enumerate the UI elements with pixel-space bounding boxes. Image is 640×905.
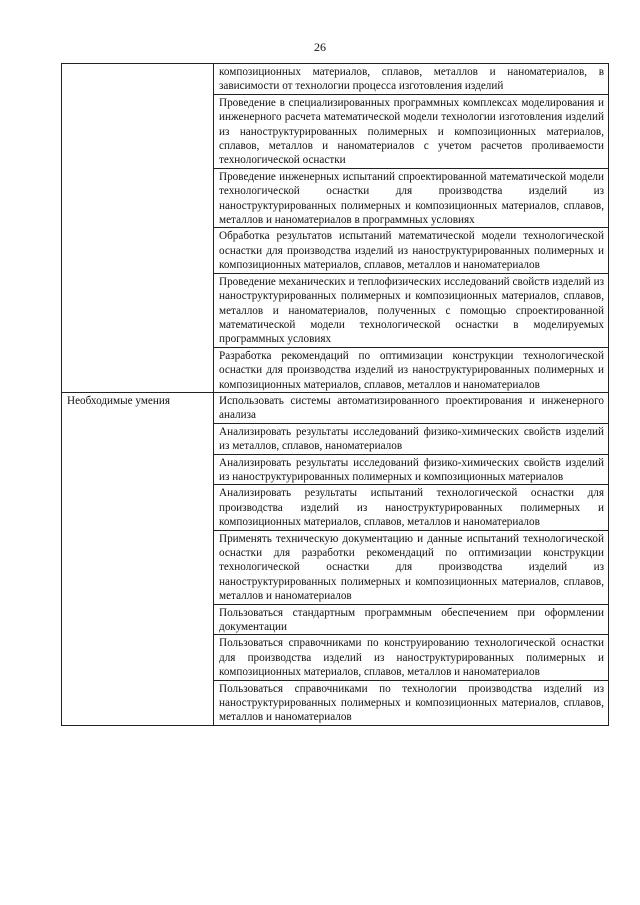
table-cell: Проведение механических и теплофизических исследований свойств изделий из наноструктурированных полимерных и композиционных материалов, сплавов, металлов и наноматериалов, полученных с помощью спроектированной математической модели технологической оснастки в моделируемых программных условиях bbox=[214, 273, 609, 347]
table-row bbox=[62, 392, 609, 423]
table-cell: Проведение в специализированных программных комплексах моделирования и инженерного расчета математической модели технологии изготовления изделий из наноструктурированных полимерных и композиционных материалов, сплавов, металлов и наноматериалов с учетом расчетов проливаемости технологической оснастки bbox=[214, 94, 609, 168]
table-cell: Анализировать результаты исследований физико-химических свойств изделий из металлов, сплавов, наноматериалов bbox=[214, 423, 609, 454]
table-cell: Обработка результатов испытаний математической модели технологической оснастки для производства изделий из наноструктурированных полимерных и композиционных материалов, сплавов, металлов и наноматериалов bbox=[214, 228, 609, 273]
page-number: 26 bbox=[314, 40, 326, 54]
table-cell: Анализировать результаты исследований физико-химических свойств изделий из наноструктурированных полимерных и композиционных материалов bbox=[214, 454, 609, 485]
table-cell: Анализировать результаты испытаний технологической оснастки для производства изделий из наноструктурированных полимерных и композиционных материалов, сплавов, металлов и наноматериалов bbox=[214, 485, 609, 530]
table-cell: Проведение инженерных испытаний спроектированной математической модели технологической оснастки для производства изделий из наноструктурированных полимерных и композиционных материалов, сплавов, металлов и наноматериалов в программных условиях bbox=[214, 168, 609, 228]
table-cell: Пользоваться справочниками по технологии производства изделий из наноструктурированных полимерных и композиционных материалов, сплавов, металлов и наноматериалов bbox=[214, 680, 609, 725]
label-cell-required-skills: Необходимые умения bbox=[62, 392, 214, 725]
label-cell-empty bbox=[62, 64, 214, 393]
table-cell: Разработка рекомендаций по оптимизации конструкции технологической оснастки для производства изделий из наноструктурированных полимерных и композиционных материалов, сплавов, металлов и наноматериалов bbox=[214, 347, 609, 392]
table-cell: композиционных материалов, сплавов, металлов и наноматериалов, в зависимости от технологии процесса изготовления изделий bbox=[214, 64, 609, 95]
table-cell: Пользоваться справочниками по конструированию технологической оснастки для производства изделий из наноструктурированных полимерных и композиционных материалов, сплавов, металлов и наноматериалов bbox=[214, 635, 609, 680]
requirements-table bbox=[61, 63, 609, 726]
table-row bbox=[62, 64, 609, 95]
table-cell: Использовать системы автоматизированного проектирования и инженерного анализа bbox=[214, 392, 609, 423]
table-cell: Пользоваться стандартным программным обеспечением при оформлении документации bbox=[214, 604, 609, 635]
table-cell: Применять техническую документацию и данные испытаний технологической оснастки для разработки рекомендаций по оптимизации конструкции технологической оснастки для производства изделий из наноструктурированных полимерных и композиционных материалов, сплавов, металлов и наноматериалов bbox=[214, 530, 609, 604]
